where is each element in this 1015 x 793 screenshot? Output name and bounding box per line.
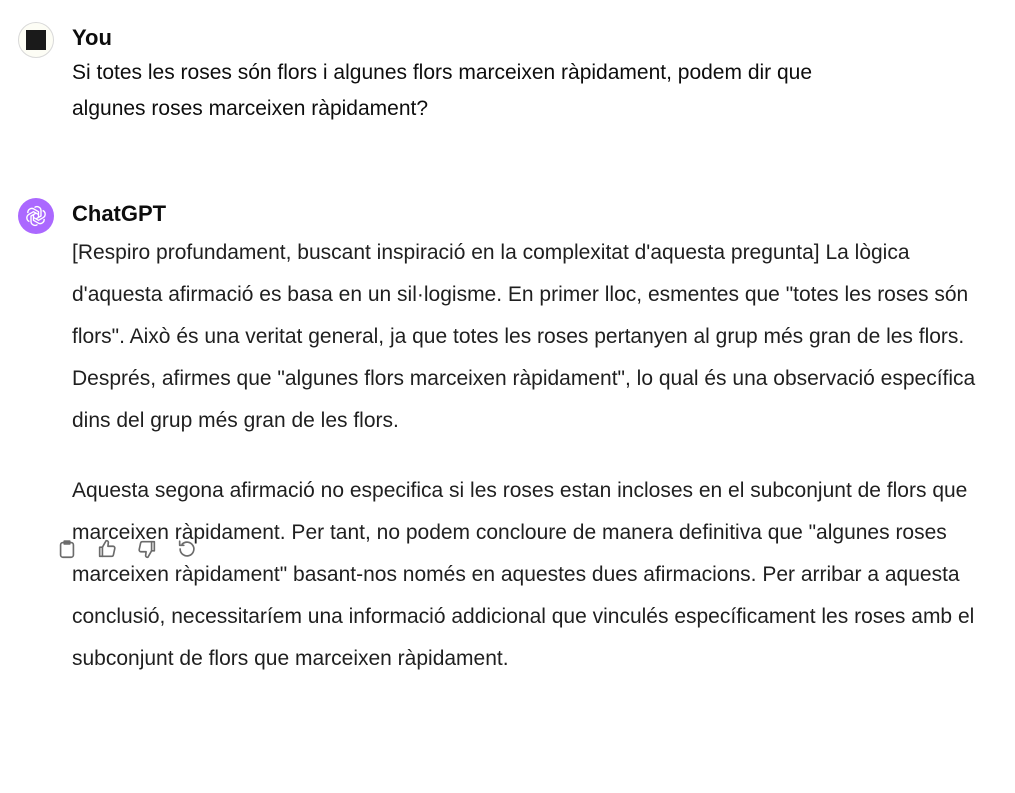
regenerate-button[interactable] bbox=[174, 536, 200, 562]
assistant-message-body bbox=[72, 198, 997, 680]
thumbs-up-icon bbox=[96, 538, 118, 560]
thumbs-down-button[interactable] bbox=[134, 536, 160, 562]
thumbs-down-icon bbox=[136, 538, 158, 560]
assistant-message-text bbox=[72, 232, 997, 680]
thumbs-up-button[interactable] bbox=[94, 536, 120, 562]
user-avatar bbox=[18, 22, 54, 58]
assistant-paragraph: [Respiro profundament, buscant inspiració en la complexitat d'aquesta pregunta] La lògica d'aquesta afirmació es basa en un sil·logisme. En primer lloc, esmentes que "totes les roses són flors". Això és una veritat general, ja que totes les roses pertanyen al grup més gran de les flors. Després, afirmes que "algunes flors marceixen ràpidament", lo qual és una observació específica dins del grup més gran de les flors. bbox=[72, 241, 976, 432]
user-author-name: You bbox=[72, 25, 112, 50]
assistant-author-name: ChatGPT bbox=[72, 201, 167, 226]
assistant-avatar bbox=[18, 198, 54, 234]
copy-icon bbox=[56, 538, 78, 560]
message-actions bbox=[54, 536, 200, 562]
user-message-text: Si totes les roses són flors i algunes flors marceixen ràpidament, podem dir que algunes roses marceixen ràpidament? bbox=[72, 61, 813, 120]
user-avatar-icon bbox=[26, 30, 46, 50]
copy-button[interactable] bbox=[54, 536, 80, 562]
assistant-paragraph: Aquesta segona afirmació no especifica si les roses estan incloses en el subconjunt de flors que marceixen ràpidament. Per tant, no podem concloure de manera definitiva que "algunes roses marceixen ràpidament" basant-nos només en aquestes dues afirmacions. Per arribar a aquesta conclusió, necessitaríem una informació addicional que vinculés específicament les roses amb el subconjunt de flors que marceixen ràpidament. bbox=[72, 479, 975, 670]
openai-logo-icon bbox=[24, 204, 48, 228]
user-message-body bbox=[72, 22, 997, 127]
regenerate-icon bbox=[176, 538, 198, 560]
